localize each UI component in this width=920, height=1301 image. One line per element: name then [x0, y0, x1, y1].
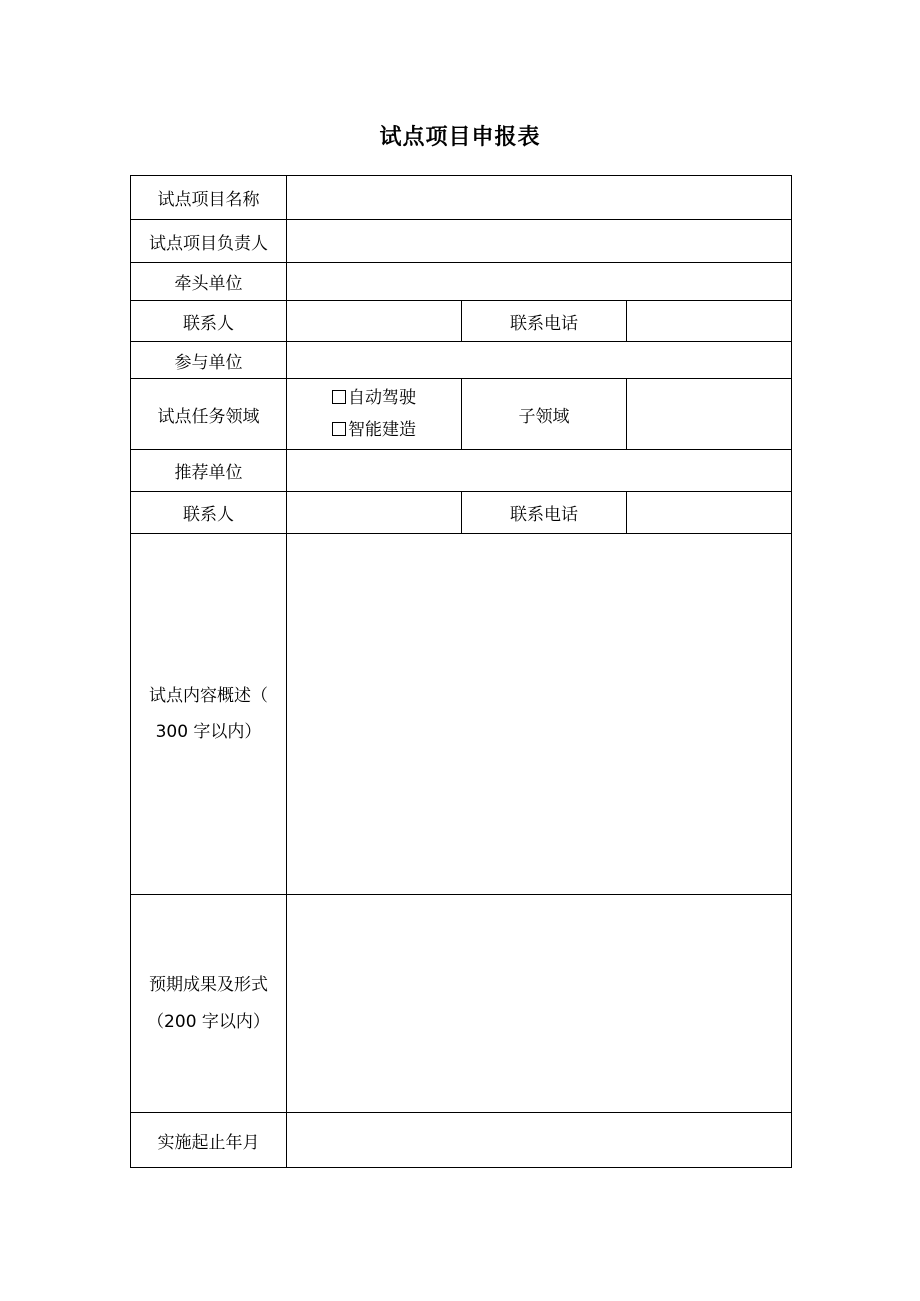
- option-intelligent-construction-label: 智能建造: [348, 420, 416, 440]
- project-leader-label: 试点项目负责人: [131, 220, 287, 263]
- sub-domain-field[interactable]: [627, 379, 792, 450]
- summary-label: [131, 534, 287, 895]
- contact-label-2: 联系人: [131, 492, 287, 534]
- phone-label-2: 联系电话: [462, 492, 627, 534]
- checkbox-intelligent-construction[interactable]: [287, 414, 461, 446]
- checkbox-icon: [332, 390, 346, 404]
- participating-unit-label: 参与单位: [131, 342, 287, 379]
- domain-options: [287, 379, 462, 450]
- results-field[interactable]: [287, 895, 792, 1113]
- sub-domain-label: 子领域: [462, 379, 627, 450]
- recommending-unit-field[interactable]: [287, 450, 792, 492]
- summary-label-line2: 300 字以内）: [155, 722, 262, 742]
- option-autonomous-driving-label: 自动驾驶: [348, 388, 416, 408]
- checkbox-icon: [332, 422, 346, 436]
- contact-label-1: 联系人: [131, 301, 287, 342]
- project-name-label: 试点项目名称: [131, 176, 287, 220]
- contact-field-1[interactable]: [287, 301, 462, 342]
- project-name-field[interactable]: [287, 176, 792, 220]
- results-label-line2: （200 字以内）: [147, 1011, 270, 1032]
- phone-field-2[interactable]: [627, 492, 792, 534]
- application-form-table: [130, 175, 792, 1168]
- participating-unit-field[interactable]: [287, 342, 792, 379]
- phone-label-1: 联系电话: [462, 301, 627, 342]
- results-label-line1: 预期成果及形式: [149, 974, 268, 995]
- task-domain-label: 试点任务领域: [131, 379, 287, 450]
- summary-field[interactable]: [287, 534, 792, 895]
- period-field[interactable]: [287, 1113, 792, 1168]
- contact-field-2[interactable]: [287, 492, 462, 534]
- period-label: 实施起止年月: [131, 1113, 287, 1168]
- checkbox-autonomous-driving[interactable]: [287, 382, 461, 414]
- lead-unit-field[interactable]: [287, 263, 792, 301]
- lead-unit-label: 牵头单位: [131, 263, 287, 301]
- recommending-unit-label: 推荐单位: [131, 450, 287, 492]
- results-label: [131, 895, 287, 1113]
- summary-label-line1: 试点内容概述（: [149, 686, 268, 706]
- page-title: 试点项目申报表: [379, 125, 541, 150]
- phone-field-1[interactable]: [627, 301, 792, 342]
- project-leader-field[interactable]: [287, 220, 792, 263]
